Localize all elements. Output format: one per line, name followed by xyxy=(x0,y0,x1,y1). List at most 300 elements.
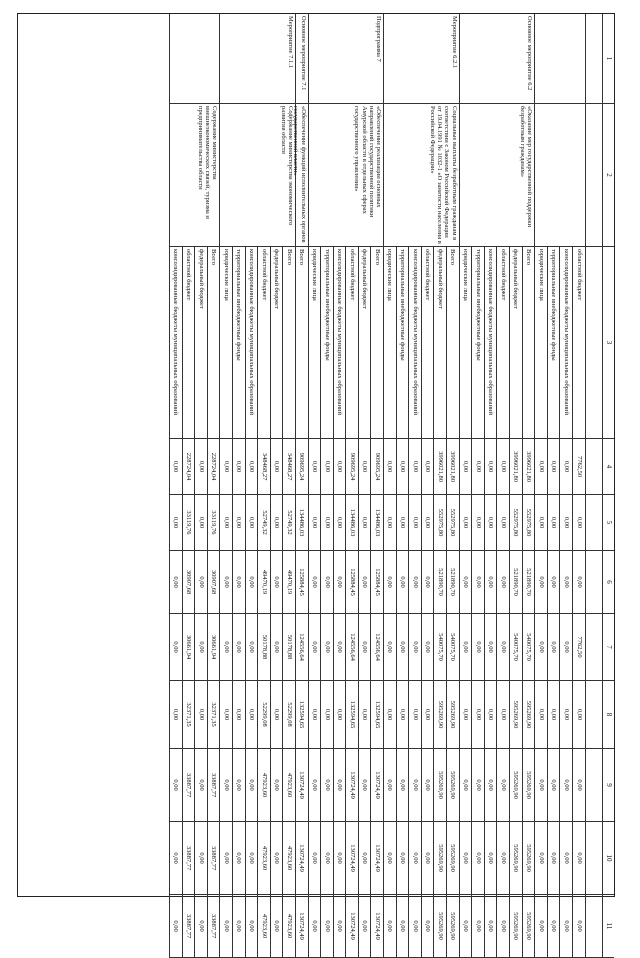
budget-value: 30907,68 xyxy=(207,551,220,614)
budget-value: 595269,90 xyxy=(446,822,459,895)
budget-value: 0,00 xyxy=(471,822,484,895)
budget-value: 124556,64 xyxy=(295,614,308,681)
budget-value: 134486,03 xyxy=(371,495,384,551)
budget-value: 595269,90 xyxy=(433,749,446,822)
program-code: Мероприятие 7.1.1 xyxy=(219,14,295,104)
funding-source: областной бюджет xyxy=(257,247,270,439)
budget-value: 0,00 xyxy=(408,681,421,749)
budget-value: 7762,50 xyxy=(572,614,585,681)
funding-source: областной бюджет xyxy=(421,247,434,439)
budget-value: 125884,45 xyxy=(295,551,308,614)
budget-value: 130724,49 xyxy=(345,749,358,822)
budget-value: 0,00 xyxy=(169,749,182,822)
budget-value: 0,00 xyxy=(383,614,396,681)
budget-value: 0,00 xyxy=(559,681,572,749)
budget-value: 0,00 xyxy=(547,439,560,495)
funding-source: федеральный бюджет xyxy=(433,247,446,439)
budget-value: 0,00 xyxy=(459,822,472,895)
budget-value: 0,00 xyxy=(534,551,547,614)
budget-value: 0,00 xyxy=(232,681,245,749)
budget-value: 0,00 xyxy=(219,749,232,822)
budget-value: 0,00 xyxy=(245,495,258,551)
column-number-10: 10 xyxy=(602,822,614,895)
budget-value: 521890,70 xyxy=(433,551,446,614)
budget-value: 0,00 xyxy=(559,749,572,822)
budget-value: 0,00 xyxy=(547,551,560,614)
program-name: «Обеспечение реализации основных направлений государственной политики Амурской области в отдельных сферах государственного управления» xyxy=(308,104,384,247)
program-code: Мероприятие 6.2.1 xyxy=(383,14,459,104)
funding-source: Всего xyxy=(295,247,308,439)
budget-value: 47923,60 xyxy=(257,895,270,958)
budget-value: 0,00 xyxy=(559,551,572,614)
program-name: Социальные выплаты безработным гражданам в соответствии с Законом Российской Федерации от 19.04.1991 № 1032-1 «О занятости населения в Российской Федерации» xyxy=(383,104,459,247)
budget-value: 0,00 xyxy=(383,749,396,822)
budget-value: 0,00 xyxy=(547,614,560,681)
program-code: Основное мероприятие 7.1 xyxy=(295,14,308,104)
budget-value: 0,00 xyxy=(421,495,434,551)
budget-value: 0,00 xyxy=(496,822,509,895)
budget-value: 132594,65 xyxy=(345,681,358,749)
budget-value: 3996021,80 xyxy=(509,439,522,495)
budget-value: 0,00 xyxy=(270,614,283,681)
budget-value: 540075,70 xyxy=(509,614,522,681)
budget-value: 0,00 xyxy=(559,439,572,495)
budget-value: 130724,49 xyxy=(295,895,308,958)
budget-value: 0,00 xyxy=(169,895,182,958)
budget-value: 0,00 xyxy=(194,681,207,749)
budget-value: 33887,77 xyxy=(207,749,220,822)
budget-value: 0,00 xyxy=(559,495,572,551)
budget-value: 595269,90 xyxy=(522,895,535,958)
program-code: Основное мероприятие 6.2 xyxy=(459,14,535,104)
budget-value: 33119,76 xyxy=(182,495,195,551)
budget-value: 0,00 xyxy=(308,895,321,958)
budget-value: 521890,70 xyxy=(446,551,459,614)
budget-value: 0,00 xyxy=(270,439,283,495)
funding-source: Всего xyxy=(282,247,295,439)
budget-value: 0,00 xyxy=(333,749,346,822)
budget-value: 3996021,80 xyxy=(446,439,459,495)
budget-value: 0,00 xyxy=(358,895,371,958)
column-number-7: 7 xyxy=(602,614,614,681)
budget-value: 0,00 xyxy=(471,681,484,749)
header-blank-cell xyxy=(585,439,602,495)
budget-value: 0,00 xyxy=(396,439,409,495)
funding-source: федеральный бюджет xyxy=(194,247,207,439)
budget-value: 7762,50 xyxy=(572,439,585,495)
budget-value: 0,00 xyxy=(232,495,245,551)
budget-value: 0,00 xyxy=(358,614,371,681)
funding-source: территориальные внебюджетные фонды xyxy=(320,247,333,439)
budget-value: 3996021,80 xyxy=(522,439,535,495)
budget-value: 0,00 xyxy=(484,495,497,551)
budget-value: 0,00 xyxy=(320,495,333,551)
budget-value: 0,00 xyxy=(320,822,333,895)
budget-value: 0,00 xyxy=(459,681,472,749)
funding-source: юридические лица xyxy=(459,247,472,439)
budget-value: 0,00 xyxy=(559,614,572,681)
budget-value: 33887,77 xyxy=(207,822,220,895)
funding-source: федеральный бюджет xyxy=(358,247,371,439)
budget-value: 595269,90 xyxy=(446,681,459,749)
budget-value: 0,00 xyxy=(232,895,245,958)
budget-value: 0,00 xyxy=(308,822,321,895)
budget-value: 909695,24 xyxy=(345,439,358,495)
budget-value: 0,00 xyxy=(169,822,182,895)
budget-value: 49470,19 xyxy=(257,551,270,614)
budget-value: 0,00 xyxy=(232,749,245,822)
budget-value: 0,00 xyxy=(245,895,258,958)
budget-value: 0,00 xyxy=(534,495,547,551)
budget-value: 0,00 xyxy=(534,681,547,749)
program-code xyxy=(534,14,585,104)
budget-value: 50178,88 xyxy=(257,614,270,681)
budget-value: 33887,77 xyxy=(182,822,195,895)
column-number-9: 9 xyxy=(602,749,614,822)
funding-source: федеральный бюджет xyxy=(509,247,522,439)
budget-value: 0,00 xyxy=(320,551,333,614)
funding-source: юридические лица xyxy=(308,247,321,439)
budget-value: 30907,68 xyxy=(182,551,195,614)
program-name xyxy=(534,104,585,247)
program-code: Подпрограмма 7 xyxy=(308,14,384,104)
funding-source: Всего xyxy=(371,247,384,439)
budget-value: 0,00 xyxy=(484,614,497,681)
budget-value: 0,00 xyxy=(547,822,560,895)
budget-value: 0,00 xyxy=(559,895,572,958)
budget-value: 0,00 xyxy=(396,681,409,749)
budget-value: 0,00 xyxy=(459,749,472,822)
budget-value: 0,00 xyxy=(219,681,232,749)
budget-value: 30661,94 xyxy=(182,614,195,681)
budget-value: 0,00 xyxy=(358,822,371,895)
budget-value: 0,00 xyxy=(383,681,396,749)
funding-source: Всего xyxy=(207,247,220,439)
budget-value: 0,00 xyxy=(408,822,421,895)
budget-value: 909695,24 xyxy=(371,439,384,495)
budget-value: 130724,49 xyxy=(345,895,358,958)
budget-value: 521890,70 xyxy=(509,551,522,614)
budget-value: 0,00 xyxy=(421,749,434,822)
funding-source: консолидированные бюджеты муниципальных образований xyxy=(169,247,182,439)
budget-value: 0,00 xyxy=(219,822,232,895)
funding-source: Всего xyxy=(446,247,459,439)
budget-value: 0,00 xyxy=(358,681,371,749)
budget-value: 0,00 xyxy=(471,614,484,681)
budget-value: 0,00 xyxy=(333,551,346,614)
budget-value: 0,00 xyxy=(408,439,421,495)
budget-value: 0,00 xyxy=(308,551,321,614)
funding-source: федеральный бюджет xyxy=(270,247,283,439)
budget-value: 3996021,80 xyxy=(433,439,446,495)
budget-value: 0,00 xyxy=(270,551,283,614)
header-blank-cell xyxy=(585,14,602,104)
budget-value: 0,00 xyxy=(270,895,283,958)
budget-value: 30661,94 xyxy=(207,614,220,681)
budget-value: 0,00 xyxy=(547,895,560,958)
budget-value: 0,00 xyxy=(270,495,283,551)
budget-value: 0,00 xyxy=(358,551,371,614)
budget-value: 132594,65 xyxy=(371,681,384,749)
column-number-5: 5 xyxy=(602,495,614,551)
budget-value: 595269,90 xyxy=(522,822,535,895)
budget-value: 0,00 xyxy=(194,551,207,614)
budget-value: 0,00 xyxy=(308,614,321,681)
budget-value: 0,00 xyxy=(572,681,585,749)
budget-value: 0,00 xyxy=(383,895,396,958)
budget-value: 130724,49 xyxy=(371,749,384,822)
budget-value: 595269,90 xyxy=(522,749,535,822)
budget-value: 47923,60 xyxy=(257,749,270,822)
column-number-6: 6 xyxy=(602,551,614,614)
budget-value: 0,00 xyxy=(484,681,497,749)
program-code xyxy=(169,14,219,104)
budget-value: 0,00 xyxy=(194,895,207,958)
column-number-1: 1 xyxy=(602,14,614,104)
budget-value: 47923,60 xyxy=(257,822,270,895)
budget-value: 0,00 xyxy=(245,822,258,895)
budget-value: 0,00 xyxy=(383,439,396,495)
budget-value: 552975,80 xyxy=(446,495,459,551)
budget-value: 0,00 xyxy=(547,681,560,749)
program-name: «Оказание мер государственной поддержки безработным гражданам» xyxy=(459,104,535,247)
budget-value: 540075,70 xyxy=(446,614,459,681)
column-number-8: 8 xyxy=(602,681,614,749)
funding-source: территориальные внебюджетные фонды xyxy=(396,247,409,439)
budget-value: 595269,90 xyxy=(433,822,446,895)
budget-value: 552975,80 xyxy=(509,495,522,551)
budget-value: 0,00 xyxy=(459,439,472,495)
budget-value: 0,00 xyxy=(219,551,232,614)
budget-value: 0,00 xyxy=(308,439,321,495)
budget-value: 0,00 xyxy=(534,439,547,495)
budget-value: 0,00 xyxy=(194,749,207,822)
budget-value: 0,00 xyxy=(383,822,396,895)
budget-value: 0,00 xyxy=(169,681,182,749)
budget-value: 0,00 xyxy=(572,822,585,895)
budget-value: 0,00 xyxy=(232,439,245,495)
budget-value: 0,00 xyxy=(333,895,346,958)
budget-value: 0,00 xyxy=(572,749,585,822)
column-number-4: 4 xyxy=(602,439,614,495)
budget-value: 0,00 xyxy=(320,614,333,681)
funding-source: областной бюджет xyxy=(572,247,585,439)
budget-value: 0,00 xyxy=(421,895,434,958)
budget-value: 0,00 xyxy=(484,439,497,495)
budget-value: 130724,49 xyxy=(295,749,308,822)
budget-value: 0,00 xyxy=(547,749,560,822)
budget-value: 595269,90 xyxy=(509,681,522,749)
budget-value: 130724,49 xyxy=(371,895,384,958)
budget-value: 228724,04 xyxy=(207,439,220,495)
budget-value: 0,00 xyxy=(333,439,346,495)
budget-value: 0,00 xyxy=(408,895,421,958)
budget-value: 0,00 xyxy=(421,822,434,895)
budget-value: 124556,64 xyxy=(371,614,384,681)
budget-value: 52299,08 xyxy=(282,681,295,749)
budget-table xyxy=(17,13,615,940)
budget-value: 0,00 xyxy=(496,439,509,495)
budget-value: 552975,80 xyxy=(522,495,535,551)
budget-value: 0,00 xyxy=(396,551,409,614)
budget-value: 0,00 xyxy=(169,495,182,551)
budget-value: 52749,32 xyxy=(257,495,270,551)
header-blank-cell xyxy=(585,551,602,614)
budget-value: 0,00 xyxy=(333,495,346,551)
funding-source: областной бюджет xyxy=(182,247,195,439)
budget-value: 33887,77 xyxy=(182,895,195,958)
column-number-2: 2 xyxy=(602,104,614,247)
budget-value: 0,00 xyxy=(459,895,472,958)
budget-value: 47923,60 xyxy=(282,895,295,958)
header-blank-cell xyxy=(585,614,602,681)
funding-source: областной бюджет xyxy=(496,247,509,439)
budget-value: 0,00 xyxy=(559,822,572,895)
header-blank-cell xyxy=(585,822,602,895)
budget-value: 0,00 xyxy=(471,749,484,822)
budget-value: 0,00 xyxy=(358,495,371,551)
funding-source: юридические лица xyxy=(219,247,232,439)
budget-value: 0,00 xyxy=(484,749,497,822)
budget-value: 47923,60 xyxy=(282,822,295,895)
budget-value: 521890,70 xyxy=(522,551,535,614)
budget-value: 0,00 xyxy=(194,495,207,551)
budget-value: 32371,35 xyxy=(207,681,220,749)
header-blank-cell xyxy=(585,495,602,551)
budget-value: 0,00 xyxy=(270,681,283,749)
budget-value: 0,00 xyxy=(270,822,283,895)
budget-value: 0,00 xyxy=(396,822,409,895)
budget-value: 0,00 xyxy=(219,614,232,681)
budget-value: 0,00 xyxy=(459,495,472,551)
budget-value: 0,00 xyxy=(219,895,232,958)
funding-source: консолидированные бюджеты муниципальных образований xyxy=(245,247,258,439)
header-blank-cell xyxy=(585,749,602,822)
budget-value: 228724,04 xyxy=(182,439,195,495)
funding-source: юридические лица xyxy=(383,247,396,439)
budget-value: 0,00 xyxy=(421,614,434,681)
budget-value: 0,00 xyxy=(534,614,547,681)
funding-source: областной бюджет xyxy=(345,247,358,439)
budget-value: 0,00 xyxy=(547,495,560,551)
budget-value: 52299,08 xyxy=(257,681,270,749)
funding-source: территориальные внебюджетные фонды xyxy=(471,247,484,439)
budget-value: 0,00 xyxy=(471,495,484,551)
column-number-3: 3 xyxy=(602,247,614,439)
budget-value: 0,00 xyxy=(396,495,409,551)
budget-value: 595269,90 xyxy=(509,749,522,822)
program-name: Содержание министерства экономического развития области xyxy=(219,104,295,247)
program-name: Содержание министерства внешнеэкономических связей, туризма и предпринимательства области xyxy=(169,104,219,247)
funding-source: юридические лица xyxy=(534,247,547,439)
column-number-11: 11 xyxy=(602,895,614,958)
budget-value: 50178,88 xyxy=(282,614,295,681)
budget-value: 0,00 xyxy=(408,749,421,822)
budget-value: 0,00 xyxy=(194,614,207,681)
budget-value: 0,00 xyxy=(320,439,333,495)
budget-value: 595269,90 xyxy=(509,822,522,895)
budget-value: 0,00 xyxy=(421,681,434,749)
budget-value: 0,00 xyxy=(572,895,585,958)
budget-value: 0,00 xyxy=(245,551,258,614)
budget-value: 595269,90 xyxy=(509,895,522,958)
budget-value: 0,00 xyxy=(169,614,182,681)
budget-value: 595269,90 xyxy=(433,681,446,749)
budget-value: 0,00 xyxy=(232,551,245,614)
budget-value: 0,00 xyxy=(421,439,434,495)
budget-value: 0,00 xyxy=(308,749,321,822)
budget-value: 0,00 xyxy=(219,495,232,551)
budget-value: 0,00 xyxy=(459,551,472,614)
budget-value: 0,00 xyxy=(484,822,497,895)
budget-value: 0,00 xyxy=(496,749,509,822)
budget-value: 0,00 xyxy=(245,614,258,681)
budget-value: 0,00 xyxy=(534,822,547,895)
budget-value: 0,00 xyxy=(333,822,346,895)
budget-value: 348468,27 xyxy=(282,439,295,495)
budget-value: 0,00 xyxy=(320,895,333,958)
budget-value: 0,00 xyxy=(484,551,497,614)
budget-value: 540075,70 xyxy=(522,614,535,681)
budget-value: 0,00 xyxy=(169,439,182,495)
budget-value: 49470,19 xyxy=(282,551,295,614)
budget-value: 134486,03 xyxy=(295,495,308,551)
budget-value: 134486,03 xyxy=(345,495,358,551)
budget-value: 0,00 xyxy=(333,681,346,749)
budget-value: 552975,80 xyxy=(433,495,446,551)
budget-value: 33887,77 xyxy=(182,749,195,822)
budget-value: 132594,65 xyxy=(295,681,308,749)
budget-value: 0,00 xyxy=(396,614,409,681)
budget-value: 47923,60 xyxy=(282,749,295,822)
budget-value: 0,00 xyxy=(232,614,245,681)
budget-value: 0,00 xyxy=(245,749,258,822)
budget-value: 0,00 xyxy=(169,551,182,614)
budget-value: 0,00 xyxy=(245,439,258,495)
budget-value: 0,00 xyxy=(471,439,484,495)
budget-value: 0,00 xyxy=(534,749,547,822)
budget-value: 0,00 xyxy=(572,495,585,551)
budget-value: 0,00 xyxy=(245,681,258,749)
budget-value: 0,00 xyxy=(396,749,409,822)
funding-source: консолидированные бюджеты муниципальных образований xyxy=(408,247,421,439)
funding-source: Всего xyxy=(522,247,535,439)
budget-value: 130724,49 xyxy=(345,822,358,895)
header-blank-cell xyxy=(585,895,602,958)
budget-value: 595269,90 xyxy=(446,749,459,822)
budget-value: 0,00 xyxy=(496,551,509,614)
budget-value: 124556,64 xyxy=(345,614,358,681)
budget-value: 0,00 xyxy=(408,614,421,681)
budget-value: 125884,45 xyxy=(345,551,358,614)
funding-source: консолидированные бюджеты муниципальных образований xyxy=(559,247,572,439)
budget-value: 0,00 xyxy=(572,551,585,614)
budget-value: 0,00 xyxy=(383,551,396,614)
budget-value: 0,00 xyxy=(496,895,509,958)
budget-value: 0,00 xyxy=(484,895,497,958)
budget-value: 0,00 xyxy=(194,822,207,895)
budget-value: 0,00 xyxy=(358,749,371,822)
budget-value: 0,00 xyxy=(421,551,434,614)
budget-value: 0,00 xyxy=(358,439,371,495)
budget-value: 0,00 xyxy=(471,895,484,958)
budget-value: 0,00 xyxy=(333,614,346,681)
budget-value: 0,00 xyxy=(232,822,245,895)
budget-value: 125884,45 xyxy=(371,551,384,614)
budget-value: 595269,90 xyxy=(446,895,459,958)
funding-source: консолидированные бюджеты муниципальных образований xyxy=(484,247,497,439)
budget-value: 0,00 xyxy=(496,614,509,681)
